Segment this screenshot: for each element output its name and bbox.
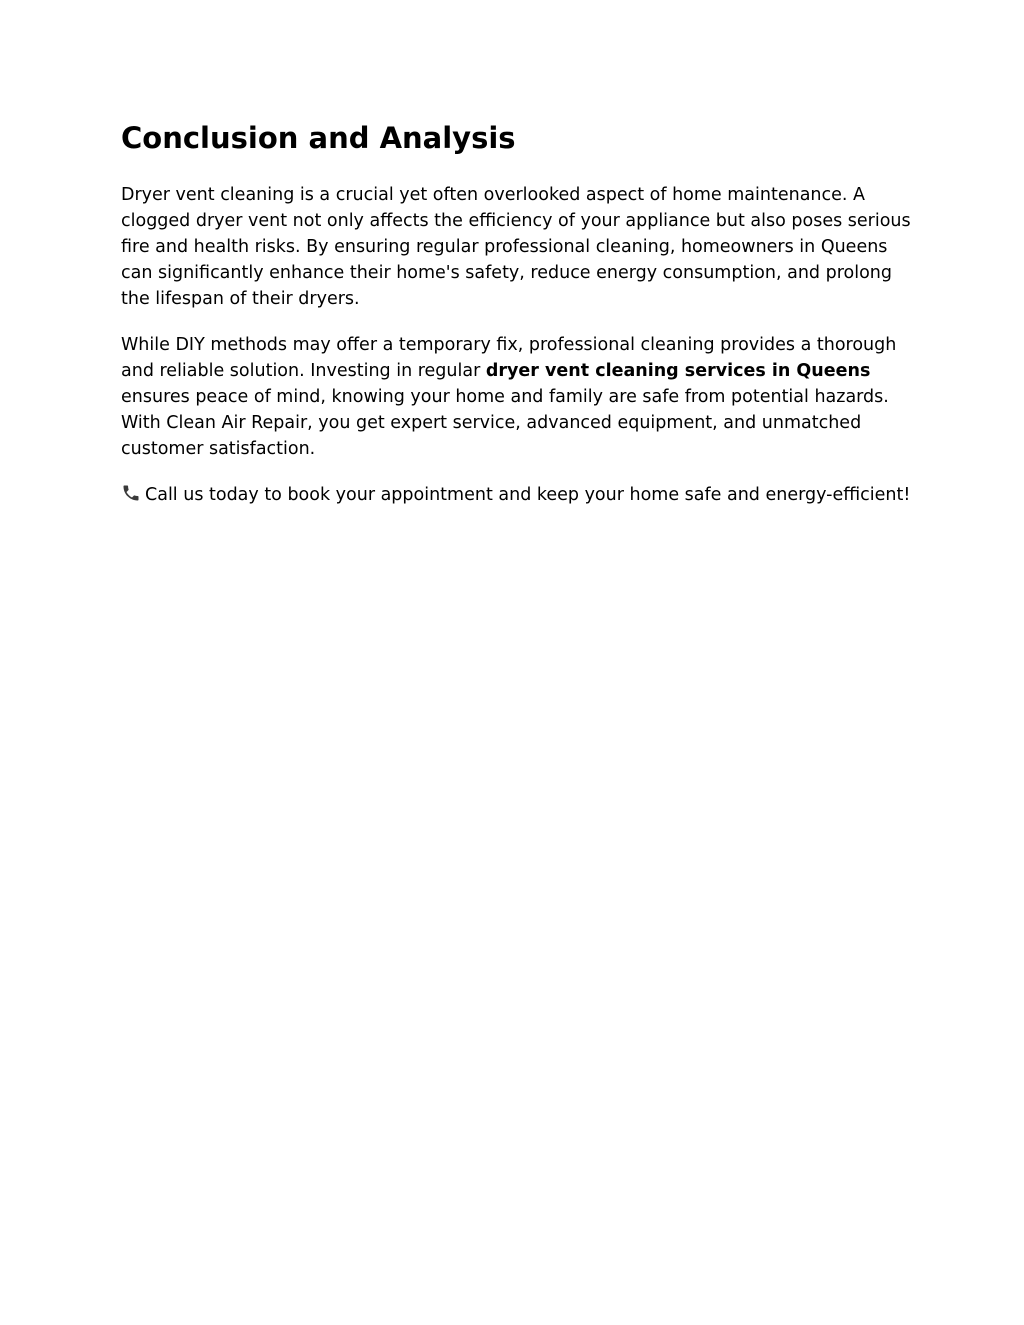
highlighted-service-phrase: dryer vent cleaning services in Queens [485,361,871,381]
paragraph-recommendation [121,332,911,462]
phone-icon [121,483,141,503]
document-page [121,118,911,528]
call-to-action [121,482,911,508]
page-title: Conclusion and Analysis [121,121,516,155]
paragraph-summary: Dryer vent cleaning is a crucial yet often overlooked aspect of home maintenance. A clogged dryer vent not only affects the efficiency of your appliance but also poses serious fire and health risks. By ensuring regular professional cleaning, homeowners in Queens can significantly enhance their home's safety, reduce energy consumption, and prolong the lifespan of their dryers. [121,185,911,309]
call-to-action-text: Call us today to book your appointment and keep your home safe and energy-efficient! [145,485,911,505]
paragraph-recommendation-text-start: While DIY methods may offer a temporary fix, professional cleaning provides a thorough and reliable solution. Investing in regular [121,335,897,381]
paragraph-recommendation-text-end: ensures peace of mind, knowing your home and family are safe from potential hazards. With Clean Air Repair, you get expert service, advanced equipment, and unmatched customer satisfaction. [121,387,889,459]
